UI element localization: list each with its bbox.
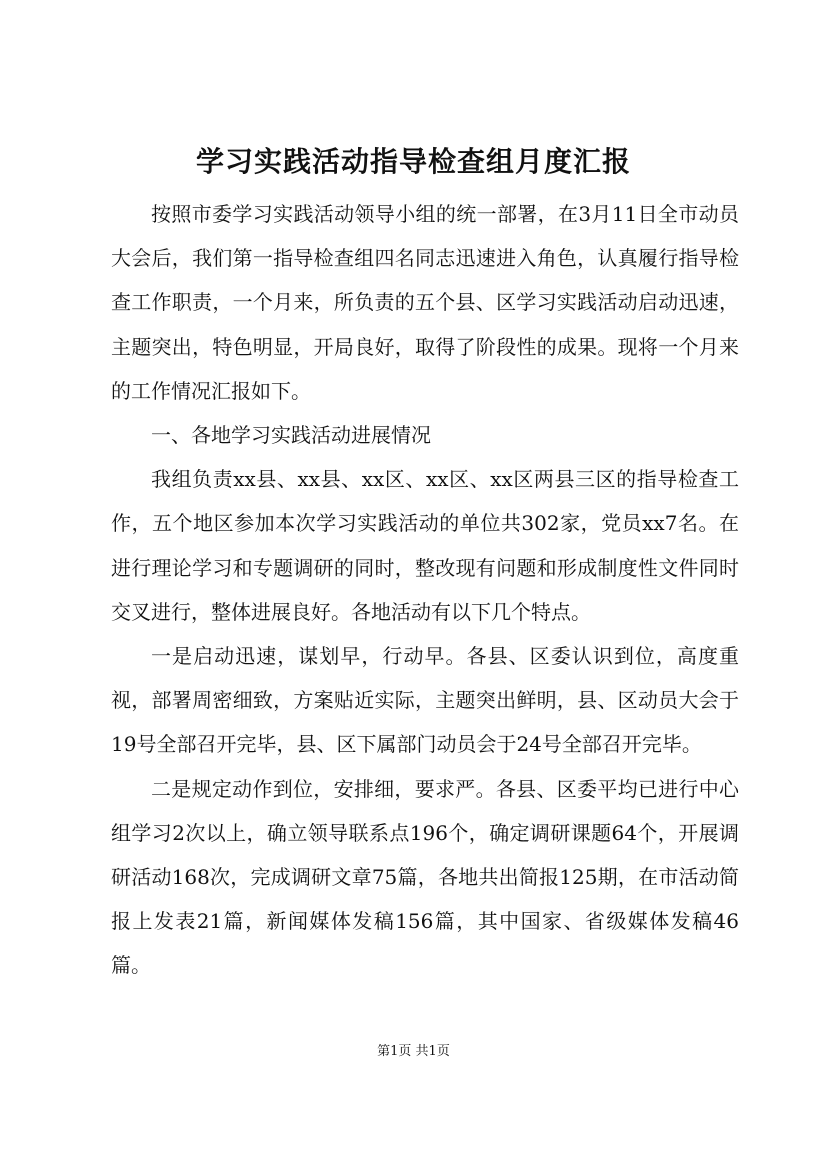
paragraph-point-two: 二是规定动作到位，安排细，要求严。各县、区委平均已进行中心组学习2次以上，确立领导联系点196个，确定调研课题64个，开展调研活动168次，完成调研文章75篇，各地共出简报125期，在市活动简报上发表21篇，新闻媒体发稿156篇，其中国家、省级媒体发稿46篇。 bbox=[111, 776, 739, 978]
document-body bbox=[111, 192, 739, 988]
paragraph-point-one: 一是启动迅速，谋划早，行动早。各县、区委认识到位，高度重视，部署周密细致，方案贴近实际，主题突出鲜明，县、区动员大会于19号全部召开完毕，县、区下属部门动员会于24号全部召开完毕。 bbox=[111, 644, 739, 757]
page-footer: 第1页 共1页 bbox=[377, 1044, 450, 1059]
paragraph-intro: 按照市委学习实践活动领导小组的统一部署，在3月11日全市动员大会后，我们第一指导检查组四名同志迅速进入角色，认真履行指导检查工作职责，一个月来，所负责的五个县、区学习实践活动启动迅速，主题突出，特色明显，开局良好，取得了阶段性的成果。现将一个月来的工作情况汇报如下。 bbox=[111, 202, 739, 403]
paragraph-overview: 我组负责xx县、xx县、xx区、xx区、xx区两县三区的指导检查工作，五个地区参加本次学习实践活动的单位共302家，党员xx7名。在进行理论学习和专题调研的同时，整改现有问题和形成制度性文件同时交叉进行，整体进展良好。各地活动有以下几个特点。 bbox=[111, 467, 739, 624]
section-heading: 一、各地学习实践活动进展情况 bbox=[151, 423, 431, 448]
document-title: 学习实践活动指导检查组月度汇报 bbox=[195, 145, 631, 178]
